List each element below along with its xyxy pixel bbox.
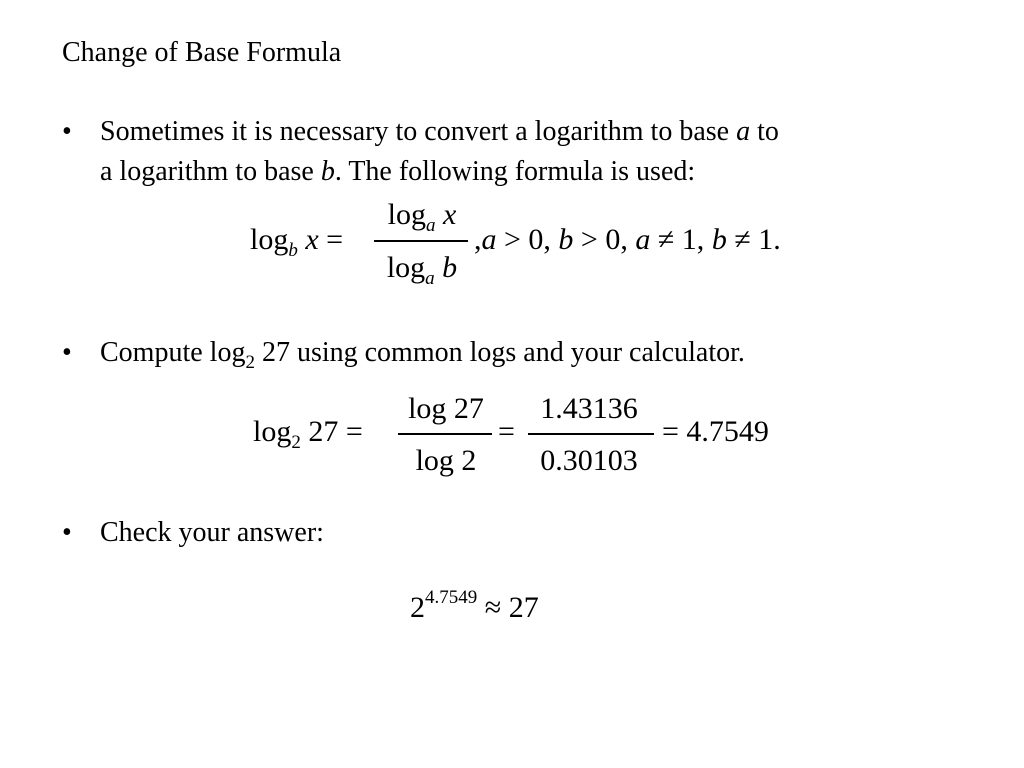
formula-2-fraction-1-bar [398, 433, 492, 435]
formula-2-fraction-2-denominator: 0.30103 [540, 444, 638, 477]
cond-comma: , [474, 223, 482, 256]
formula-1-numerator [372, 197, 472, 237]
check-exponent: 4.7549 [425, 587, 478, 608]
formula-2-equals-3: = [662, 415, 679, 448]
formula-1-fraction-bar [374, 240, 468, 242]
formula-2-lhs-arg: 27 [308, 415, 339, 448]
formula-1-num-arg: x [443, 198, 457, 231]
formula-1-num-base: a [426, 215, 436, 236]
cond-neq-one-2: ≠ 1. [726, 223, 781, 256]
formula-2-equals-1: = [345, 415, 363, 448]
formula-2-lhs-base: 2 [291, 432, 301, 453]
bullet-1-line-2-var: b [320, 156, 335, 187]
bullet-1-line-2 [100, 152, 695, 192]
formula-2-result [662, 414, 769, 450]
formula-1-den-arg: b [442, 251, 458, 284]
formula-1-denominator [372, 250, 472, 290]
formula-1-lhs-arg: x [305, 223, 319, 256]
bullet-3-text: Check your answer: [100, 517, 324, 548]
cond-neq-one-1: ≠ 1, [650, 223, 712, 256]
formula-1-lhs-log: log [250, 223, 289, 256]
formula-2-fraction-1-denominator: log 2 [415, 444, 477, 477]
formula-1-den-base: a [425, 268, 435, 289]
cond-var-a-1: a [481, 223, 497, 256]
bullet-2-text-b: 27 using common logs and your calculator. [254, 337, 745, 368]
bullet-2-text [100, 333, 745, 376]
bullet-2-subscript: 2 [245, 352, 255, 373]
bullet-1-line-2-text-b: . The following formula is used: [334, 156, 696, 187]
check-value: 27 [508, 591, 539, 624]
bullet-2-marker: • [62, 337, 72, 368]
formula-1-den-log: log [386, 251, 426, 284]
formula-1-lhs [250, 222, 343, 262]
formula-2-fraction-2-bar [528, 433, 654, 435]
cond-gt-zero-2: > 0, [573, 223, 636, 256]
formula-2-fraction-1-numerator: log 27 [408, 392, 484, 425]
formula-2-fraction-2-numerator: 1.43136 [540, 392, 638, 425]
formula-1-num-log: log [387, 198, 426, 231]
cond-gt-zero-1: > 0, [496, 223, 559, 256]
bullet-1-line-1-text-a: Sometimes it is necessary to convert a logarithm to base [100, 116, 737, 147]
check-approx-symbol: ≈ [484, 591, 502, 624]
bullet-1-marker: • [62, 116, 72, 147]
bullet-3-marker: • [62, 517, 72, 548]
formula-1-lhs-base: b [288, 240, 298, 261]
slide-title: Change of Base Formula [62, 37, 342, 68]
bullet-1-line-1-var: a [736, 116, 751, 147]
bullet-2-text-a: Compute log [100, 337, 246, 368]
formula-2-result-value: 4.7549 [686, 415, 769, 448]
bullet-1-line-1-text-b: to [750, 116, 779, 147]
formula-2-lhs-log: log [253, 415, 292, 448]
formula-1-equals: = [326, 223, 344, 256]
formula-2-equals-2: = [498, 415, 515, 448]
cond-var-a-2: a [635, 223, 651, 256]
cond-var-b-1: b [558, 223, 574, 256]
check-base: 2 [410, 591, 425, 624]
bullet-1-line-1 [100, 112, 779, 152]
check-answer-formula [410, 587, 539, 630]
formula-2-lhs [253, 414, 363, 454]
formula-1-conditions [474, 222, 781, 258]
bullet-1-line-2-text-a: a logarithm to base [100, 156, 321, 187]
cond-var-b-2: b [711, 223, 727, 256]
